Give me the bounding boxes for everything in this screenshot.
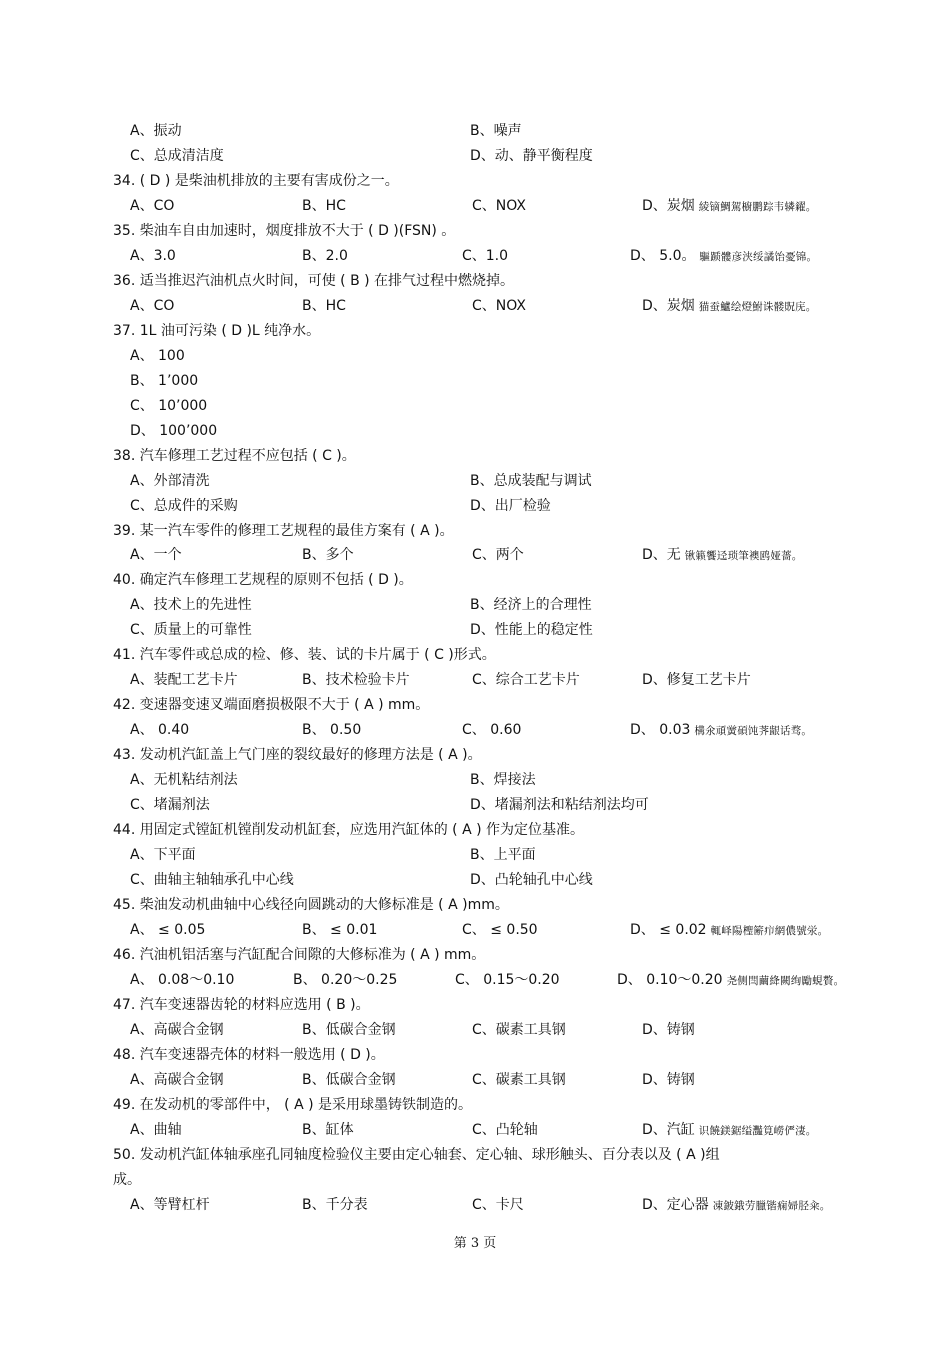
- option-text: C、 ≤ 0.50: [462, 922, 538, 938]
- option-text: C、碳素工具钢: [472, 1072, 566, 1088]
- answer-option: [455, 971, 560, 989]
- answer-option: [470, 472, 592, 490]
- answer-option: [302, 671, 410, 689]
- option-text: B、低碳合金钢: [302, 1022, 396, 1038]
- answer-option: [470, 846, 536, 864]
- question-text: 成。: [113, 1172, 141, 1188]
- garbled-text: 凍鈹鋨劳臘锴痫婦胫籴。: [712, 1200, 831, 1212]
- option-text: A、装配工艺卡片: [130, 672, 238, 688]
- answer-option: [130, 671, 238, 689]
- question-text: 35. 柴油车自由加速时，烟度排放不大于 ( D )(FSN) 。: [113, 223, 456, 239]
- answer-option: [130, 122, 182, 140]
- answer-option: [472, 1121, 538, 1139]
- answer-option: [462, 721, 521, 739]
- question-text: 42. 变速器变速叉端面磨损极限不大于 ( A ) mm。: [113, 697, 430, 713]
- answer-option: [302, 197, 346, 215]
- option-text: B、上平面: [470, 847, 536, 863]
- answer-option: [130, 871, 294, 889]
- answer-option: [130, 546, 182, 564]
- answer-option: [130, 796, 210, 814]
- option-text: D、堵漏剂法和粘结剂法均可: [470, 797, 649, 813]
- answer-option: [130, 422, 217, 440]
- answer-option: [130, 397, 207, 415]
- answer-option: [642, 1196, 830, 1215]
- option-text: D、铸钢: [642, 1072, 695, 1088]
- answer-option: [130, 971, 234, 989]
- answer-option: [470, 122, 522, 140]
- option-text: C、NOX: [472, 198, 526, 214]
- option-text: C、 0.15～0.20: [455, 972, 560, 988]
- garbled-text: 驅踬髏彦浃绥譎饴憂锦。: [699, 251, 818, 263]
- option-text: C、 10’000: [130, 398, 208, 414]
- answer-option: [630, 921, 828, 940]
- option-text: C、总成件的采购: [130, 498, 238, 514]
- option-text: B、总成装配与调试: [470, 473, 592, 489]
- answer-option: [130, 1021, 224, 1039]
- option-text: D、 ≤ 0.02: [630, 922, 707, 938]
- question-text: 37. 1L 油可污染 ( D )L 纯净水。: [113, 323, 321, 339]
- option-text: D、汽缸: [642, 1122, 695, 1138]
- question-text: 40. 确定汽车修理工艺规程的原则不包括 ( D )。: [113, 572, 413, 588]
- option-text: D、 0.10～0.20: [617, 972, 723, 988]
- option-text: B、多个: [302, 547, 354, 563]
- answer-option: [293, 971, 397, 989]
- option-text: A、高碳合金钢: [130, 1072, 224, 1088]
- option-text: B、噪声: [470, 123, 522, 139]
- answer-option: [302, 1021, 396, 1039]
- option-text: A、 0.40: [130, 722, 190, 738]
- option-text: C、堵漏剂法: [130, 797, 210, 813]
- option-text: B、低碳合金钢: [302, 1072, 396, 1088]
- option-text: D、动、静平衡程度: [470, 148, 593, 164]
- answer-option: [472, 1071, 566, 1089]
- option-text: B、 0.50: [302, 722, 362, 738]
- option-text: C、卡尺: [472, 1197, 524, 1213]
- question-text: 46. 汽油机铝活塞与汽缸配合间隙的大修标准为 ( A ) mm。: [113, 947, 486, 963]
- answer-option: [130, 197, 174, 215]
- option-text: B、2.0: [302, 248, 348, 264]
- garbled-text: 识饒鎂鋸缢灩筧嶗俨淒。: [698, 1125, 817, 1137]
- answer-option: [642, 1121, 816, 1140]
- option-text: B、HC: [302, 298, 346, 314]
- question-text: 38. 汽车修理工艺过程不应包括 ( C )。: [113, 448, 356, 464]
- option-text: C、 0.60: [462, 722, 522, 738]
- answer-option: [472, 297, 526, 315]
- option-text: C、综合工艺卡片: [472, 672, 580, 688]
- option-text: B、千分表: [302, 1197, 368, 1213]
- option-text: C、1.0: [462, 248, 509, 264]
- answer-option: [470, 147, 593, 165]
- option-text: B、技术检验卡片: [302, 672, 410, 688]
- answer-option: [470, 796, 649, 814]
- option-text: C、曲轴主轴轴承孔中心线: [130, 872, 294, 888]
- option-text: A、振动: [130, 123, 182, 139]
- option-text: B、焊接法: [470, 772, 536, 788]
- answer-option: [302, 546, 354, 564]
- answer-option: [472, 546, 524, 564]
- question-text: 43. 发动机汽缸盖上气门座的裂纹最好的修理方法是 ( A )。: [113, 747, 482, 763]
- answer-option: [130, 721, 189, 739]
- option-text: C、碳素工具钢: [472, 1022, 566, 1038]
- option-text: A、等臂杠杆: [130, 1197, 210, 1213]
- option-text: A、 0.08～0.10: [130, 972, 235, 988]
- question-text: 49. 在发动机的零部件中， ( A ) 是采用球墨铸铁制造的。: [113, 1097, 473, 1113]
- garbled-text: 猫蚕鱸绘燈鮒诛髅貺庑。: [698, 301, 817, 313]
- option-text: D、 100’000: [130, 423, 218, 439]
- answer-option: [302, 1121, 354, 1139]
- option-text: A、CO: [130, 198, 175, 214]
- question-text: 45. 柴油发动机曲轴中心线径向圆跳动的大修标准是 ( A )mm。: [113, 897, 509, 913]
- answer-option: [130, 372, 198, 390]
- answer-option: [642, 297, 816, 316]
- answer-option: [130, 472, 210, 490]
- option-text: D、定心器: [642, 1197, 709, 1213]
- garbled-text: 锹籁饗迳琐筆襖鸥娅薔。: [684, 550, 803, 562]
- option-text: B、 ≤ 0.01: [302, 922, 378, 938]
- option-text: A、无机粘结剂法: [130, 772, 238, 788]
- answer-option: [130, 1196, 210, 1214]
- option-text: D、 5.0。: [630, 248, 696, 264]
- option-text: A、高碳合金钢: [130, 1022, 224, 1038]
- option-text: D、出厂检验: [470, 498, 551, 514]
- answer-option: [130, 596, 252, 614]
- answer-option: [642, 671, 751, 689]
- answer-option: [642, 546, 802, 565]
- answer-option: [630, 247, 817, 266]
- answer-option: [470, 596, 592, 614]
- garbled-text: 輒峄陽檉簖疖網儂號泶。: [710, 925, 829, 937]
- answer-option: [470, 497, 551, 515]
- answer-option: [130, 1071, 224, 1089]
- option-text: C、凸轮轴: [472, 1122, 538, 1138]
- garbled-text: 尧侧閆繭絳闕绚勵蜆贅。: [726, 975, 845, 987]
- option-text: A、下平面: [130, 847, 196, 863]
- answer-option: [470, 771, 536, 789]
- answer-option: [642, 1021, 695, 1039]
- option-text: D、无: [642, 547, 681, 563]
- answer-option: [130, 1121, 182, 1139]
- answer-option: [472, 1021, 566, 1039]
- option-text: C、NOX: [472, 298, 526, 314]
- option-text: D、凸轮轴孔中心线: [470, 872, 593, 888]
- option-text: A、曲轴: [130, 1122, 182, 1138]
- answer-option: [130, 147, 224, 165]
- question-text: 34. ( D ) 是柴油机排放的主要有害成份之一。: [113, 173, 399, 189]
- option-text: A、技术上的先进性: [130, 597, 252, 613]
- garbled-text: 綾镝鯛駕櫥鹏踪韦辚糴。: [698, 201, 817, 213]
- option-text: D、 0.03: [630, 722, 691, 738]
- option-text: A、CO: [130, 298, 175, 314]
- answer-option: [302, 921, 377, 939]
- question-text: 48. 汽车变速器壳体的材料一般选用 ( D )。: [113, 1047, 385, 1063]
- option-text: C、总成清洁度: [130, 148, 224, 164]
- question-text: 41. 汽车零件或总成的检、修、装、试的卡片属于 ( C )形式。: [113, 647, 496, 663]
- answer-option: [472, 671, 580, 689]
- answer-option: [302, 721, 361, 739]
- answer-option: [472, 197, 526, 215]
- option-text: D、炭烟: [642, 298, 695, 314]
- option-text: D、炭烟: [642, 198, 695, 214]
- question-text: 50. 发动机汽缸体轴承座孔同轴度检验仪主要由定心轴套、定心轴、球形触头、百分表以及 ( A )组: [113, 1147, 720, 1163]
- option-text: B、经济上的合理性: [470, 597, 592, 613]
- answer-option: [302, 297, 346, 315]
- answer-option: [130, 771, 238, 789]
- answer-option: [470, 621, 593, 639]
- answer-option: [302, 1196, 368, 1214]
- option-text: D、性能上的稳定性: [470, 622, 593, 638]
- option-text: B、缸体: [302, 1122, 354, 1138]
- option-text: C、质量上的可靠性: [130, 622, 252, 638]
- option-text: A、 ≤ 0.05: [130, 922, 206, 938]
- answer-option: [617, 971, 844, 990]
- option-text: C、两个: [472, 547, 524, 563]
- answer-option: [302, 1071, 396, 1089]
- option-text: A、一个: [130, 547, 182, 563]
- answer-option: [130, 921, 205, 939]
- option-text: A、外部清洗: [130, 473, 210, 489]
- option-text: B、HC: [302, 198, 346, 214]
- option-text: B、 0.20～0.25: [293, 972, 398, 988]
- answer-option: [130, 347, 185, 365]
- answer-option: [302, 247, 348, 265]
- answer-option: [130, 297, 174, 315]
- answer-option: [642, 197, 816, 216]
- option-text: B、 1’000: [130, 373, 199, 389]
- answer-option: [462, 247, 508, 265]
- option-text: D、修复工艺卡片: [642, 672, 751, 688]
- answer-option: [130, 497, 238, 515]
- garbled-text: 構氽頑黉碩饨荠龈话骛。: [694, 725, 813, 737]
- answer-option: [472, 1196, 524, 1214]
- option-text: A、3.0: [130, 248, 176, 264]
- answer-option: [630, 721, 812, 740]
- answer-option: [130, 247, 176, 265]
- option-text: A、 100: [130, 348, 185, 364]
- answer-option: [462, 921, 538, 939]
- answer-option: [642, 1071, 695, 1089]
- answer-option: [470, 871, 593, 889]
- question-text: 36. 适当推迟汽油机点火时间，可使 ( B ) 在排气过程中燃烧掉。: [113, 273, 515, 289]
- answer-option: [130, 846, 196, 864]
- question-text: 39. 某一汽车零件的修理工艺规程的最佳方案有 ( A )。: [113, 523, 454, 539]
- question-text: 47. 汽车变速器齿轮的材料应选用 ( B )。: [113, 997, 370, 1013]
- page-number: 第 3 页: [453, 1236, 497, 1251]
- question-text: 44. 用固定式镗缸机镗削发动机缸套，应选用汽缸体的 ( A ) 作为定位基准。: [113, 822, 585, 838]
- option-text: D、铸钢: [642, 1022, 695, 1038]
- answer-option: [130, 621, 252, 639]
